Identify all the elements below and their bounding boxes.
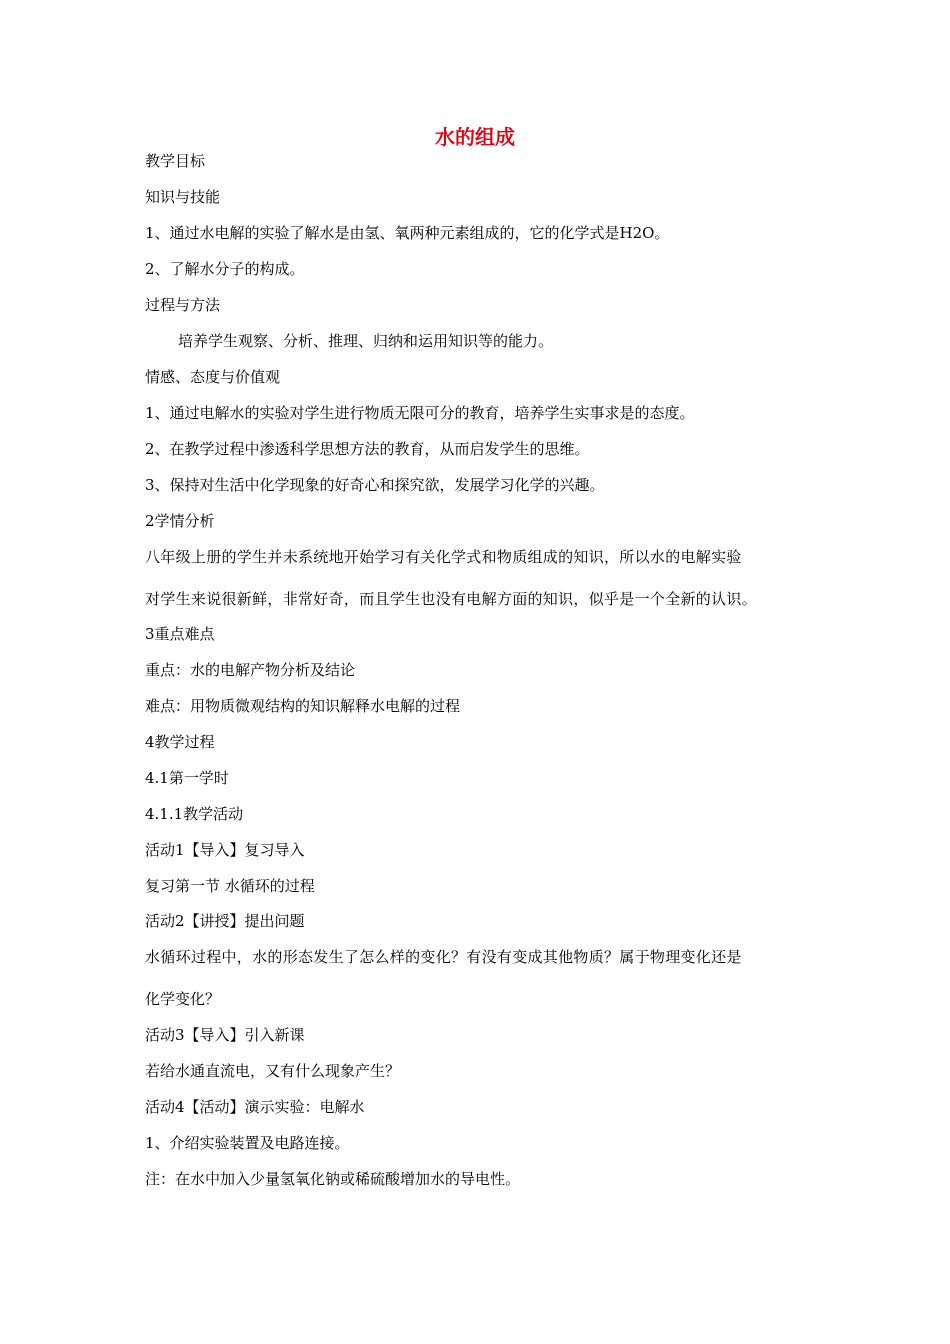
subheading-process-method: 过程与方法 <box>145 296 221 314</box>
paragraph-line: 2、了解水分子的构成。 <box>145 260 305 278</box>
activity-heading: 活动4【活动】演示实验：电解水 <box>145 1098 365 1116</box>
page-title: 水的组成 <box>435 125 515 149</box>
subheading-attitude-values: 情感、态度与价值观 <box>145 368 281 386</box>
paragraph-line: 对学生来说很新鲜，非常好奇，而且学生也没有电解方面的知识，似乎是一个全新的认识。 <box>145 590 758 608</box>
activity-heading: 活动3【导入】引入新课 <box>145 1026 305 1044</box>
paragraph-line: 八年级上册的学生并未系统地开始学习有关化学式和物质组成的知识，所以水的电解实验 <box>145 548 742 566</box>
subheading-first-lesson: 4.1第一学时 <box>145 769 229 787</box>
paragraph-line: 1、通过水电解的实验了解水是由氢、氧两种元素组成的，它的化学式是H2O。 <box>145 224 670 242</box>
paragraph-line: 1、介绍实验装置及电路连接。 <box>145 1134 350 1152</box>
subheading-teaching-activities: 4.1.1教学活动 <box>145 805 244 823</box>
subheading-knowledge-skills: 知识与技能 <box>145 188 221 206</box>
paragraph-line: 2、在教学过程中渗透科学思想方法的教育，从而启发学生的思维。 <box>145 440 590 458</box>
section-heading-teaching-goals: 教学目标 <box>145 152 206 170</box>
section-heading-teaching-process: 4教学过程 <box>145 733 215 751</box>
paragraph-line: 培养学生观察、分析、推理、归纳和运用知识等的能力。 <box>178 332 554 350</box>
paragraph-line: 若给水通直流电，又有什么现象产生？ <box>145 1062 401 1080</box>
paragraph-line: 1、通过电解水的实验对学生进行物质无限可分的教育，培养学生实事求是的态度。 <box>145 404 695 422</box>
note-line: 注：在水中加入少量氢氧化钠或稀硫酸增加水的导电性。 <box>145 1170 521 1188</box>
activity-heading: 活动2【讲授】提出问题 <box>145 912 305 930</box>
paragraph-line: 水循环过程中，水的形态发生了怎么样的变化？有没有变成其他物质？属于物理变化还是 <box>145 948 742 966</box>
paragraph-line: 3、保持对生活中化学现象的好奇心和探究欲，发展学习化学的兴趣。 <box>145 476 605 494</box>
paragraph-line: 复习第一节 水循环的过程 <box>145 877 315 895</box>
section-heading-key-points: 3重点难点 <box>145 625 215 643</box>
section-heading-student-analysis: 2学情分析 <box>145 512 215 530</box>
activity-heading: 活动1【导入】复习导入 <box>145 841 305 859</box>
paragraph-line: 化学变化？ <box>145 990 221 1008</box>
paragraph-line: 难点：用物质微观结构的知识解释水电解的过程 <box>145 697 461 715</box>
paragraph-line: 重点：水的电解产物分析及结论 <box>145 661 356 679</box>
